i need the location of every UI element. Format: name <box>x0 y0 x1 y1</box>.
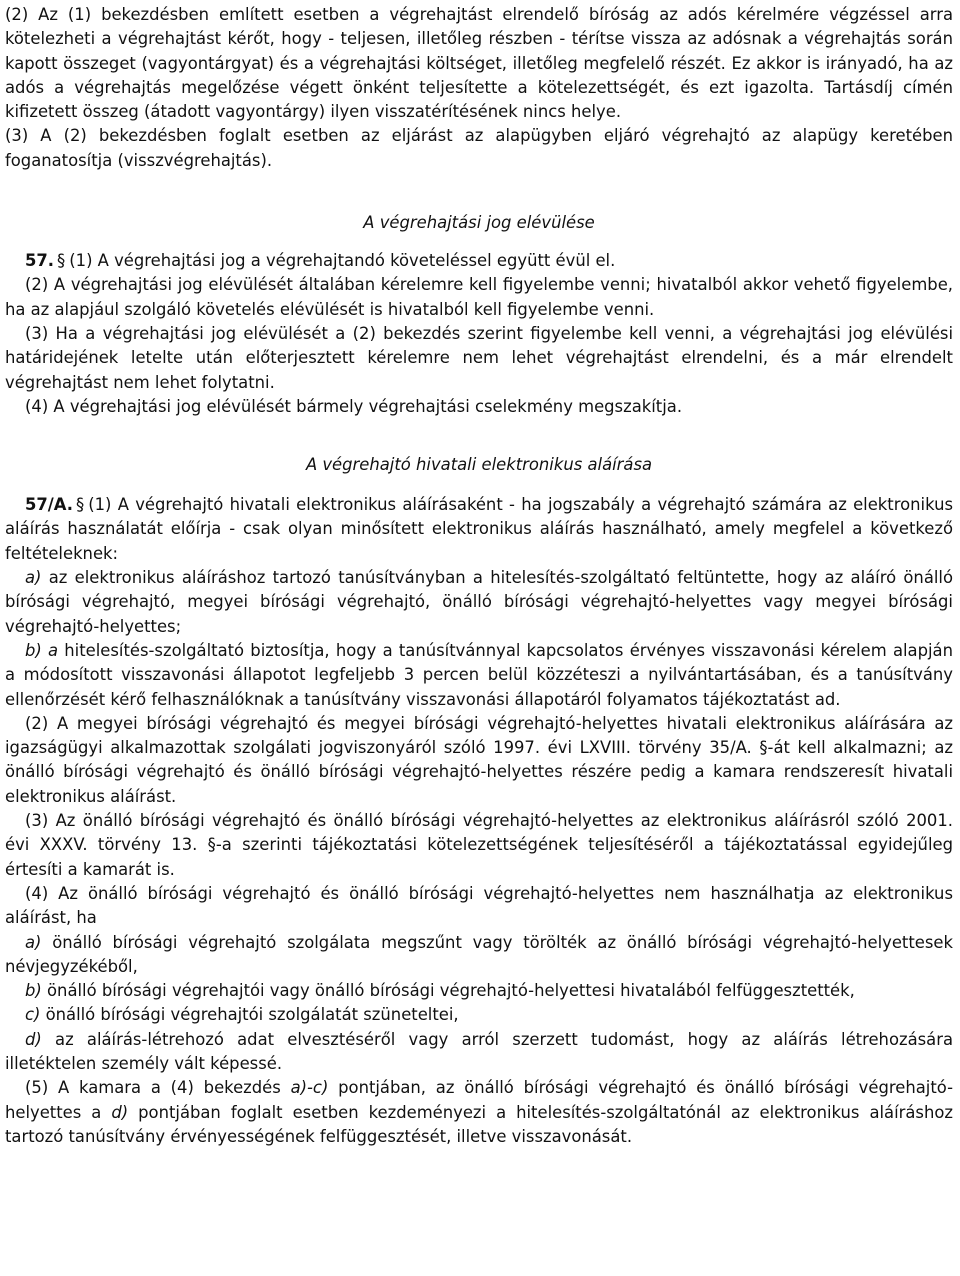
point-4d <box>5 1028 953 1077</box>
section-57a-paragraph-5 <box>5 1076 953 1149</box>
point-label: a) <box>25 932 42 952</box>
section-heading-57: A végrehajtási jog elévülése <box>363 213 595 233</box>
paragraph-2: (2) Az (1) bekezdésben említett esetben a végrehajtást elrendelő bíróság az adós kérelmére végzéssel arra kötelezheti a végrehajtást kérőt, hogy - teljesen, illetőleg részben - térítse vissza az adósnak a végrehajtás során kapott összeget (vagyontárgyat) és a végrehajtási költséget, illetőleg megfelelő részét. Ez akkor is irányadó, ha az adós a végrehajtás megelőzése végett önként teljesítette a kötelezettségét, és ezt igazolta. Tartásdíj címén kifizetett összeg (átadott vagyontárgy) ilyen visszatérítésének nincs helye. <box>5 5 953 122</box>
paragraph-3: (3) A (2) bekezdésben foglalt esetben az eljárást az alapügyben eljáró végrehajtó az alapügy keretében foganatosítja (visszvégrehajtás). <box>5 126 953 170</box>
point-b <box>5 639 953 712</box>
paragraph-text: (1) A végrehajtási jog a végrehajtandó követeléssel együtt évül el. <box>69 251 616 271</box>
point-text: az elektronikus aláíráshoz tartozó tanúsítványban a hitelesítés-szolgáltató feltüntette, hogy az aláíró önálló bírósági végrehajtó, megyei bírósági végrehajtó, önálló bírósági végrehajtó-helyettes vagy megyei bírósági végrehajtó-helyettes; <box>5 568 953 636</box>
paragraph-sign: § <box>76 495 85 515</box>
section-57a-paragraph-3: (3) Az önálló bírósági végrehajtó és önálló bírósági végrehajtó-helyettes az elektronikus aláírásról szóló 2001. évi XXXV. törvény 13. §-a szerinti tájékoztatási kötelezettségének teljesítéséről a tájékoztatással egyidejűleg értesíti a kamarát is. <box>5 811 953 879</box>
point-a <box>5 566 953 639</box>
point-reference: a)-c) <box>290 1078 329 1098</box>
paragraph-text: pontjában foglalt esetben kezdeményezi a hitelesítés-szolgáltatónál az elektronikus aláíráshoz tartozó tanúsítvány érvényességének felfüggesztését, illetve visszavonását. <box>5 1102 953 1146</box>
point-text: az aláírás-létrehozó adat elvesztéséről vagy arról szerzett tudomást, hogy az aláírás létrehozására illetéktelen személy vált képessé. <box>5 1029 953 1073</box>
paragraph-text: pontjában, az önálló bírósági végrehajtó és önálló bírósági végrehajtó-helyettes a <box>5 1078 953 1122</box>
section-57-paragraph-2: (2) A végrehajtási jog elévülését általában kérelemre kell figyelembe venni; hivatalból akkor vehető figyelembe, ha az alapjául szolgáló követelés elévülését is hivatalból kell figyelembe venni. <box>5 275 953 319</box>
point-label: b) <box>25 981 42 1001</box>
section-57-paragraph-4: (4) A végrehajtási jog elévülését bármely végrehajtási cselekmény megszakítja. <box>25 396 683 416</box>
section-57a-paragraph-4: (4) Az önálló bírósági végrehajtó és önálló bírósági végrehajtó-helyettes nem használhatja az elektronikus aláírást, ha <box>5 883 953 928</box>
point-label: d) <box>25 1029 42 1049</box>
point-reference: d) <box>111 1102 129 1122</box>
section-57a-paragraph-2: (2) A megyei bírósági végrehajtó és megyei bírósági végrehajtó-helyettes hivatali elektronikus aláírására az igazságügyi alkalmazottak szolgálati jogviszonyáról szóló 1997. évi LXVIII. törvény 35/A. §-át kell alkalmazni; az önálló bírósági végrehajtó és önálló bírósági végrehajtó-helyettes részére pedig a kamara rendszeresít hivatali elektronikus aláírást. <box>5 713 953 806</box>
point-4a <box>5 931 953 980</box>
point-text: önálló bírósági végrehajtó szolgálata megszűnt vagy törölték az önálló bírósági végrehajtó-helyettesek névjegyzékéből, <box>5 932 953 976</box>
section-number: 57/A. <box>25 495 74 515</box>
point-text: önálló bírósági végrehajtói szolgálatát szüneteltei, <box>40 1005 459 1025</box>
point-label: a) <box>25 568 42 588</box>
section-number: 57. <box>25 251 55 271</box>
section-57a-paragraph-1 <box>5 493 953 566</box>
point-4b <box>5 979 953 1003</box>
point-4c <box>5 1003 953 1027</box>
paragraph-text: (1) A végrehajtó hivatali elektronikus aláírásaként - ha jogszabály a végrehajtó számára az elektronikus aláírás használatát előírja - csak olyan minősített elektronikus aláírás használható, amely megfelel a következő feltételeknek: <box>5 495 953 563</box>
point-label: c) <box>25 1005 41 1025</box>
section-heading-57a: A végrehajtó hivatali elektronikus aláírása <box>305 455 653 475</box>
section-57-paragraph-1 <box>5 249 953 273</box>
paragraph-text: (5) A kamara a (4) bekezdés <box>25 1078 291 1098</box>
section-57-paragraph-3: (3) Ha a végrehajtási jog elévülését a (2) bekezdés szerint figyelembe kell venni, a végrehajtási jog elévülési határidejének letelte után előterjesztett kérelemre nem lehet végrehajtást elrendelni, és a már elrendelt végrehajtást nem lehet folytatni. <box>5 323 953 392</box>
point-text: hitelesítés-szolgáltató biztosítja, hogy a tanúsítvánnyal kapcsolatos érvényes visszavonási kérelem alapján a módosított visszavonási állapotot legfeljebb 3 percen belül közzéteszi a nyilvántartásában, és a tanúsítvány ellenőrzését kérő felhasználóknak a tanúsítvány visszavonási állapotáról folyamatos tájékoztatást ad. <box>5 640 953 709</box>
paragraph-sign: § <box>57 251 66 271</box>
point-label: b) a <box>25 640 59 660</box>
point-text: önálló bírósági végrehajtói vagy önálló bírósági végrehajtó-helyettesi hivatalából felfüggesztették, <box>41 981 855 1001</box>
